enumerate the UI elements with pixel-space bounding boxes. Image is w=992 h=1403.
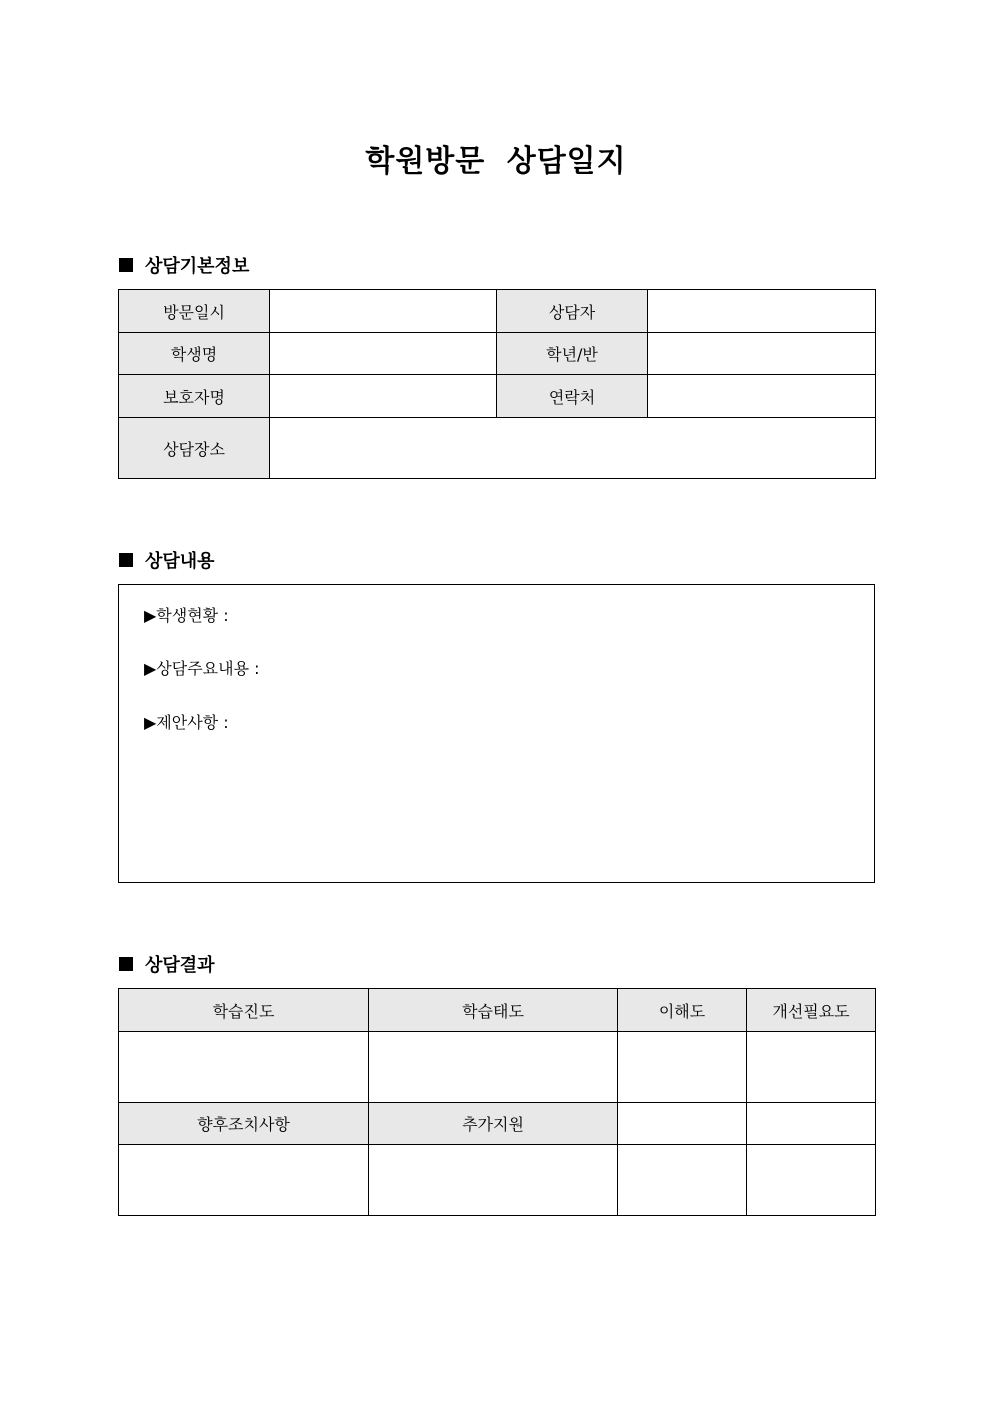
student-name-label: 학생명 xyxy=(119,333,270,375)
learning-progress-field[interactable] xyxy=(119,1032,369,1103)
suggestion-item: ▶제안사항 : xyxy=(144,713,229,732)
improvement-need-label: 개선필요도 xyxy=(747,989,876,1032)
grade-class-field[interactable] xyxy=(648,333,876,375)
improvement-need-field[interactable] xyxy=(747,1032,876,1103)
section-heading-content xyxy=(119,548,215,572)
follow-up-label: 향후조치사항 xyxy=(119,1103,369,1145)
additional-support-field[interactable] xyxy=(369,1145,618,1216)
table-row xyxy=(119,989,876,1032)
table-row xyxy=(119,375,876,418)
counselor-field[interactable] xyxy=(648,290,876,333)
table-row xyxy=(119,418,876,479)
page-title: 학원방문 상담일지 xyxy=(365,144,627,179)
section-heading-label: 상담내용 xyxy=(145,551,215,572)
blank-cell[interactable] xyxy=(747,1145,876,1216)
learning-attitude-label: 학습태도 xyxy=(369,989,618,1032)
visit-datetime-field[interactable] xyxy=(270,290,497,333)
square-bullet-icon xyxy=(119,553,133,567)
guardian-name-field[interactable] xyxy=(270,375,497,418)
table-row xyxy=(119,1103,876,1145)
section-heading-basic-info xyxy=(119,253,249,277)
table-row xyxy=(119,290,876,333)
table-row xyxy=(119,1145,876,1216)
blank-cell[interactable] xyxy=(618,1145,747,1216)
counsel-content-box[interactable] xyxy=(118,584,875,883)
section-heading-label: 상담결과 xyxy=(145,955,215,976)
understanding-label: 이해도 xyxy=(618,989,747,1032)
visit-datetime-label: 방문일시 xyxy=(119,290,270,333)
square-bullet-icon xyxy=(119,258,133,272)
table-row xyxy=(119,333,876,375)
guardian-name-label: 보호자명 xyxy=(119,375,270,418)
blank-cell[interactable] xyxy=(747,1103,876,1145)
basic-info-table xyxy=(118,289,876,479)
learning-attitude-field[interactable] xyxy=(369,1032,618,1103)
understanding-field[interactable] xyxy=(618,1032,747,1103)
counsel-place-label: 상담장소 xyxy=(119,418,270,479)
blank-cell[interactable] xyxy=(618,1103,747,1145)
contact-field[interactable] xyxy=(648,375,876,418)
section-heading-result xyxy=(119,952,215,976)
contact-label: 연락처 xyxy=(497,375,648,418)
main-counsel-item: ▶상담주요내용 : xyxy=(144,659,260,678)
additional-support-label: 추가지원 xyxy=(369,1103,618,1145)
student-status-item: ▶학생현황 : xyxy=(144,606,229,625)
section-heading-label: 상담기본정보 xyxy=(145,256,250,277)
square-bullet-icon xyxy=(119,957,133,971)
follow-up-field[interactable] xyxy=(119,1145,369,1216)
counsel-place-field[interactable] xyxy=(270,418,876,479)
grade-class-label: 학년/반 xyxy=(497,333,648,375)
result-table xyxy=(118,988,876,1216)
counselor-label: 상담자 xyxy=(497,290,648,333)
learning-progress-label: 학습진도 xyxy=(119,989,369,1032)
student-name-field[interactable] xyxy=(270,333,497,375)
table-row xyxy=(119,1032,876,1103)
